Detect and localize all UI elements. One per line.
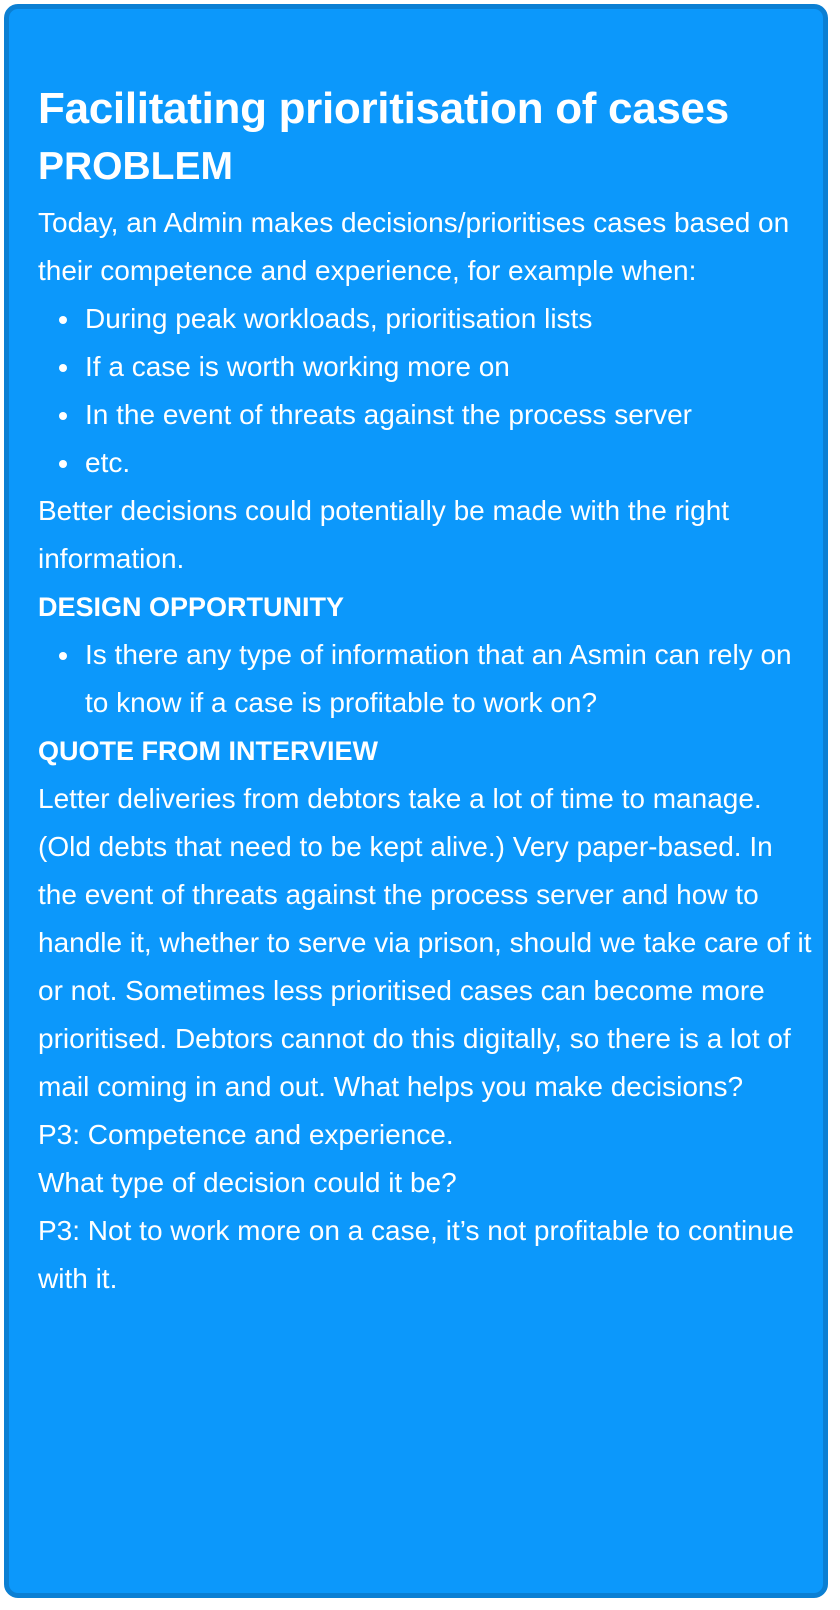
quote-answer-1: P3: Competence and experience. — [38, 1119, 454, 1150]
list-item: During peak workloads, prioritisation lists — [85, 295, 818, 343]
quote-heading: QUOTE FROM INTERVIEW — [38, 736, 379, 766]
problem-heading: PROBLEM — [38, 145, 233, 188]
card-title: Facilitating prioritisation of cases — [38, 84, 729, 133]
quote-question-2: What type of decision could it be? — [38, 1167, 457, 1198]
problem-conclusion: Better decisions could potentially be made with the right information. — [38, 495, 730, 574]
list-item: etc. — [85, 439, 818, 487]
problem-intro: Today, an Admin makes decisions/prioritises cases based on their competence and experience, for example when: — [38, 207, 790, 286]
list-item: Is there any type of information that an Asmin can rely on to know if a case is profitable to work on? — [85, 631, 818, 727]
list-item: If a case is worth working more on — [85, 343, 818, 391]
design-opportunity-bullet-list — [38, 631, 818, 727]
list-item: In the event of threats against the process server — [85, 391, 818, 439]
quote-body: Letter deliveries from debtors take a lot of time to manage. (Old debts that need to be kept alive.) Very paper-based. In the event of threats against the process server and how to handle it, whether to serve via prison, should we take care of it or not. Sometimes less prioritised cases can become more prioritised. Debtors cannot do this digitally, so there is a lot of mail coming in and out. What helps you make decisions? — [38, 783, 812, 1102]
quote-answer-2: P3: Not to work more on a case, it’s not profitable to continue with it. — [38, 1215, 794, 1294]
design-opportunity-heading: DESIGN OPPORTUNITY — [38, 592, 345, 622]
card-content — [38, 79, 818, 1303]
problem-bullet-list — [38, 295, 818, 487]
insight-card — [4, 4, 828, 1598]
